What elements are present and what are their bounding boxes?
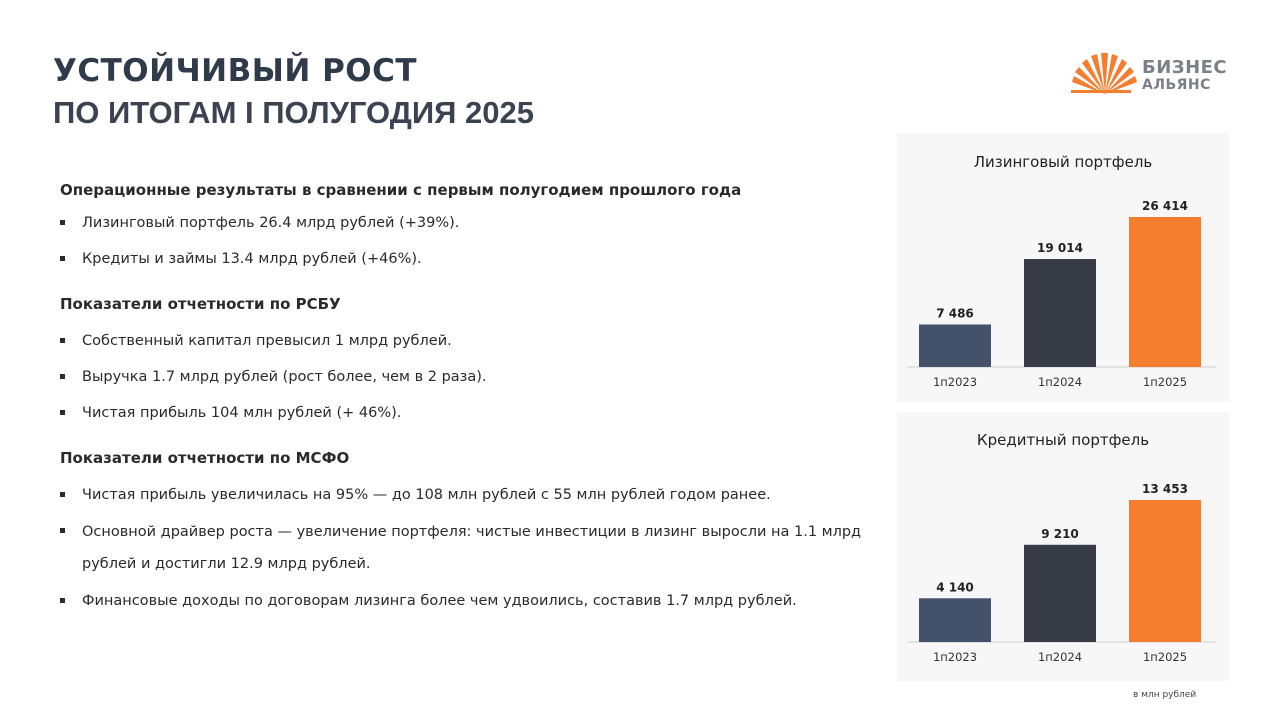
list-item-text: Собственный капитал превысил 1 млрд рублей. <box>82 333 452 349</box>
bar-value-label: 13 453 <box>1142 482 1188 496</box>
logo-line1: БИЗНЕС <box>1142 57 1228 78</box>
bar-1п2025 <box>1129 217 1201 367</box>
list-item-text: Основной драйвер роста — увеличение портфеля: чистые инвестиции в лизинг выросли на 1.1 млрд рублей и достигли 12.9 млрд рублей. <box>82 524 862 572</box>
leasing-portfolio-svg <box>897 133 1229 402</box>
bar-value-label: 26 414 <box>1142 199 1188 213</box>
bullet-square-icon <box>60 528 65 533</box>
list-item-text: Чистая прибыль увеличилась на 95% — до 108 млн рублей с 55 млн рублей годом ранее. <box>82 487 771 503</box>
list-item-text: Выручка 1.7 млрд рублей (рост более, чем в 2 раза). <box>82 369 487 385</box>
bar-value-label: 7 486 <box>936 306 974 321</box>
bullet-square-icon <box>60 410 65 415</box>
x-tick-label: 1п2023 <box>932 650 978 664</box>
results-content <box>60 178 890 616</box>
section-operational <box>60 178 890 274</box>
bar-value-label: 9 210 <box>1041 526 1079 541</box>
bar-value-label: 19 014 <box>1037 241 1083 256</box>
list-item <box>60 480 890 510</box>
list-item-text: Лизинговый портфель 26.4 млрд рублей (+39%). <box>82 215 460 231</box>
leasing-portfolio-chart <box>897 133 1229 402</box>
unit-note: в млн рублей <box>1133 690 1197 700</box>
bar-1п2023 <box>919 324 991 367</box>
section-heading: Показатели отчетности по МСФО <box>60 449 350 467</box>
bullet-square-icon <box>60 374 65 379</box>
bullet-square-icon <box>60 256 65 261</box>
list-item <box>60 516 890 580</box>
list-item <box>60 398 890 428</box>
section-rsbu <box>60 292 890 428</box>
x-tick-label: 1п2024 <box>1037 375 1083 389</box>
bullet-square-icon <box>60 338 65 343</box>
list-item <box>60 362 890 392</box>
section-ifrs <box>60 446 890 616</box>
bar-1п2025 <box>1129 500 1201 642</box>
x-tick-label: 1п2023 <box>932 375 978 389</box>
list-item <box>60 586 890 616</box>
list-item-text: Чистая прибыль 104 млн рублей (+ 46%). <box>82 405 402 421</box>
bar-1п2024 <box>1024 259 1096 367</box>
chart-title: Лизинговый портфель <box>973 153 1153 171</box>
list-item-text: Кредиты и займы 13.4 млрд рублей (+46%). <box>82 251 422 267</box>
bar-1п2024 <box>1024 545 1096 642</box>
section-heading: Операционные результаты в сравнении с первым полугодием прошлого года <box>60 181 742 199</box>
logo-line2: АЛЬЯНС <box>1142 77 1211 93</box>
company-logo <box>1070 52 1235 100</box>
sunburst-logo-icon <box>1070 52 1140 98</box>
page-title: УСТОЙЧИВЫЙ РОСТ <box>53 53 418 89</box>
list-item <box>60 208 890 238</box>
page-subtitle: ПО ИТОГАМ I ПОЛУГОДИЯ 2025 <box>53 95 534 130</box>
list-item <box>60 244 890 274</box>
x-tick-label: 1п2025 <box>1142 650 1188 664</box>
chart-title: Кредитный портфель <box>976 431 1150 449</box>
bullet-square-icon <box>60 598 65 603</box>
x-tick-label: 1п2025 <box>1142 375 1188 389</box>
bullet-square-icon <box>60 492 65 497</box>
list-item-text: Финансовые доходы по договорам лизинга более чем удвоились, составив 1.7 млрд рублей. <box>82 593 797 609</box>
bullet-square-icon <box>60 220 65 225</box>
x-tick-label: 1п2024 <box>1037 650 1083 664</box>
credit-portfolio-chart <box>897 412 1229 681</box>
section-heading: Показатели отчетности по РСБУ <box>60 295 341 313</box>
bar-1п2023 <box>919 598 991 642</box>
list-item <box>60 326 890 356</box>
credit-portfolio-svg <box>897 412 1229 681</box>
bar-value-label: 4 140 <box>936 580 974 595</box>
